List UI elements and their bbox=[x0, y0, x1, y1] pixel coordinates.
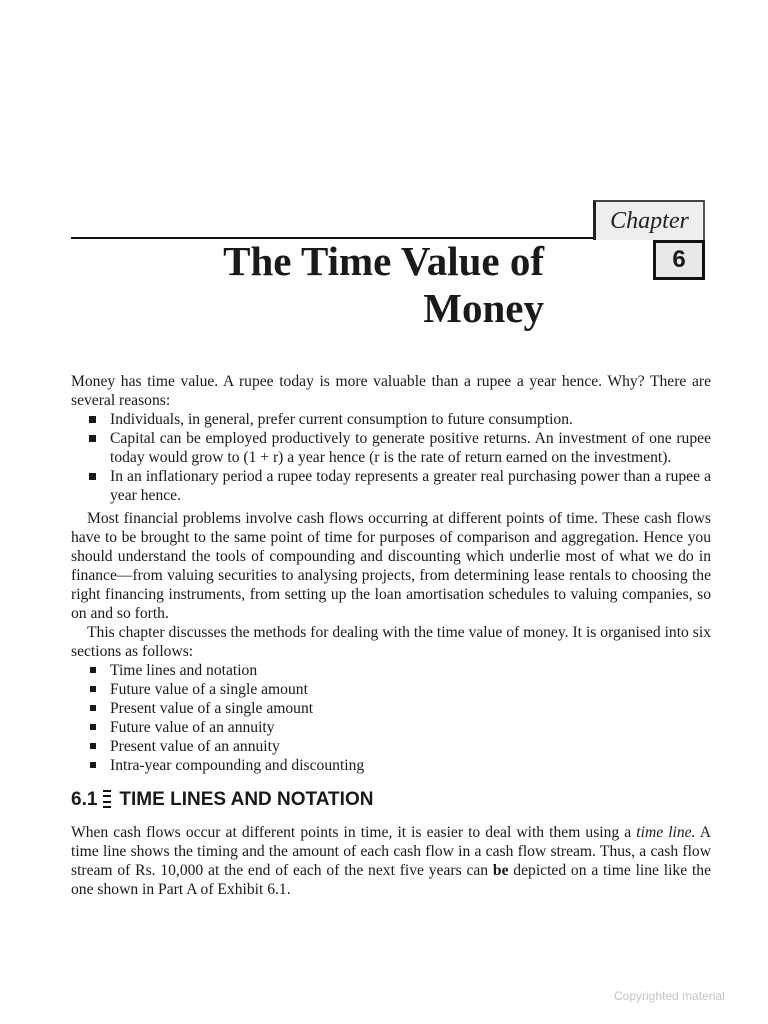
section-list-item: Future value of an annuity bbox=[71, 718, 711, 737]
chapter-title bbox=[120, 238, 544, 332]
emphasis-term: time line. bbox=[636, 824, 696, 841]
chapter-body bbox=[71, 372, 711, 899]
square-bullet-icon bbox=[89, 416, 96, 423]
chapter-title-line1: The Time Value of bbox=[223, 238, 544, 284]
time-line-paragraph: When cash flows occur at different points in time, it is easier to deal with them using a time line. A time line shows the timing and the amount of each cash flow in a cash flow stream. Thus, a cash flow stream of Rs. 10,000 at the end of each of the next five years can be depicted on a time line like the one shown in Part A of Exhibit 6.1. bbox=[71, 824, 711, 898]
section-list-item: Present value of an annuity bbox=[71, 737, 711, 756]
chapter-title-line2: Money bbox=[423, 285, 544, 331]
section-list-item: Future value of a single amount bbox=[71, 680, 711, 699]
reason-item: In an inflationary period a rupee today represents a greater real purchasing power than a rupee a year hence. bbox=[71, 467, 711, 505]
reason-item: Capital can be employed productively to generate positive returns. An investment of one rupee today would grow to (1 + r) a year hence (r is the rate of return earned on the investment). bbox=[71, 429, 711, 467]
section-heading bbox=[71, 785, 711, 813]
sections-list bbox=[71, 661, 711, 775]
reasons-list bbox=[71, 410, 711, 505]
reason-item: Individuals, in general, prefer current consumption to future consumption. bbox=[71, 410, 711, 429]
square-bullet-icon bbox=[90, 705, 96, 711]
square-bullet-icon bbox=[90, 667, 96, 673]
section-list-item: Time lines and notation bbox=[71, 661, 711, 680]
section-list-item: Present value of a single amount bbox=[71, 699, 711, 718]
chapter-label: Chapter bbox=[593, 200, 705, 240]
section-marker-icon bbox=[103, 790, 111, 808]
square-bullet-icon bbox=[90, 743, 96, 749]
square-bullet-icon bbox=[90, 724, 96, 730]
intro-paragraph: Money has time value. A rupee today is more valuable than a rupee a year hence. Why? There are several reasons: bbox=[71, 373, 711, 409]
square-bullet-icon bbox=[89, 435, 96, 442]
copyright-watermark: Copyrighted material bbox=[614, 989, 725, 1003]
problems-paragraph: Most financial problems involve cash flows occurring at different points of time. These cash flows have to be brought to the same point of time for purposes of comparison and aggregation. Hence you should understand the tools of compounding and discounting which underlie most of what we do in finance—from valuing securities to analysing projects, from determining lease rentals to choosing the right financing instruments, from setting up the loan amortisation schedules to valuing companies, so on and so forth. bbox=[71, 510, 711, 622]
organisation-paragraph: This chapter discusses the methods for dealing with the time value of money. It is organised into six sections as follows: bbox=[71, 624, 711, 660]
section-title: TIME LINES AND NOTATION bbox=[119, 788, 374, 810]
square-bullet-icon bbox=[90, 686, 96, 692]
square-bullet-icon bbox=[89, 473, 96, 480]
chapter-number: 6 bbox=[653, 240, 705, 280]
square-bullet-icon bbox=[90, 762, 96, 768]
section-list-item: Intra-year compounding and discounting bbox=[71, 756, 711, 775]
section-number: 6.1 bbox=[71, 788, 98, 810]
